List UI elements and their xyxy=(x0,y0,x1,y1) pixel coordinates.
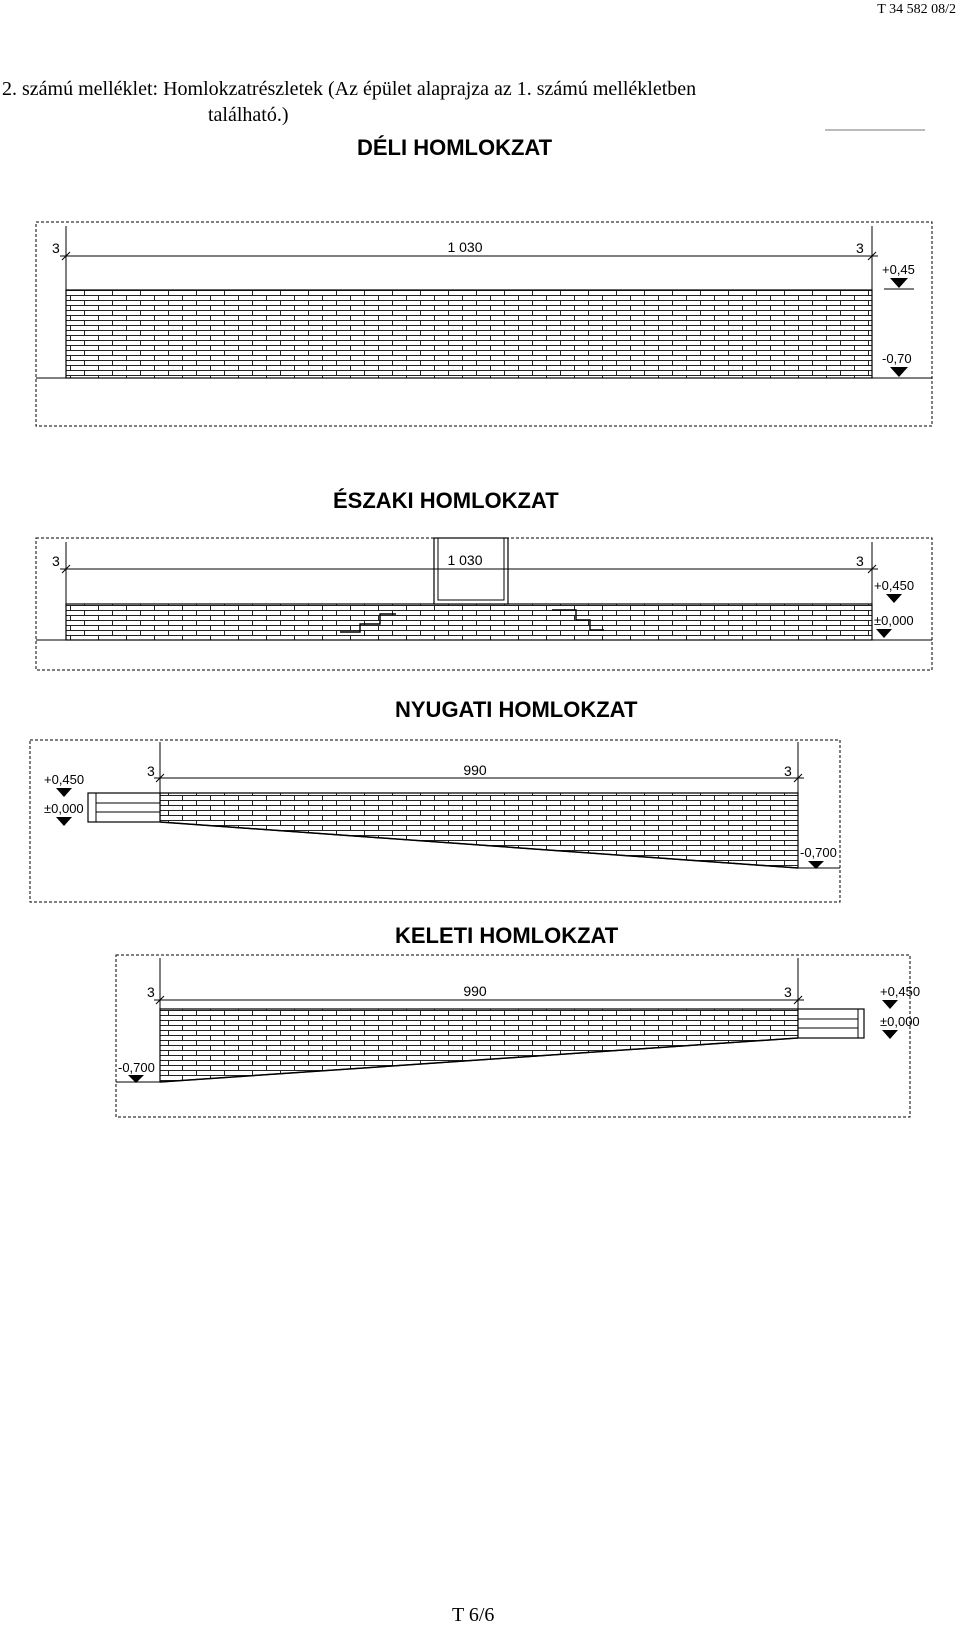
north-brick-wall xyxy=(66,604,872,640)
north-level-top: +0,450 xyxy=(874,578,915,593)
south-elevation-title: DÉLI HOMLOKZAT xyxy=(357,135,553,160)
caption-line-2: található.) xyxy=(208,104,289,126)
east-overall-dimension: 990 xyxy=(463,983,487,999)
west-level-marker-top-icon xyxy=(56,788,72,797)
caption-line-1: 2. számú melléklet: Homlokzatrészletek (Az épület alaprajza az 1. számú mellékletben xyxy=(2,78,697,100)
document-code: T 34 582 08/2 xyxy=(877,2,956,17)
west-level-marker-middle-icon xyxy=(56,817,72,826)
north-level-bottom: ±0,000 xyxy=(874,613,914,628)
east-level-bottom: -0,700 xyxy=(118,1060,155,1075)
south-overall-dimension: 1 030 xyxy=(447,239,483,255)
north-level-marker-top-icon xyxy=(886,594,902,603)
north-overall-dimension: 1 030 xyxy=(447,552,483,568)
east-level-marker-top-icon xyxy=(882,1000,898,1009)
south-level-marker-bottom-icon xyxy=(890,367,908,377)
north-level-marker-bottom-icon xyxy=(876,629,892,638)
south-end-dim-left: 3 xyxy=(52,240,60,256)
east-level-top: +0,450 xyxy=(880,984,921,999)
west-elevation-title: NYUGATI HOMLOKZAT xyxy=(395,697,638,722)
west-brick-wall xyxy=(160,793,798,868)
east-elevation-title: KELETI HOMLOKZAT xyxy=(395,923,619,948)
south-level-top: +0,45 xyxy=(882,262,915,277)
west-level-bottom: -0,700 xyxy=(800,845,837,860)
east-entrance-steps xyxy=(798,1009,864,1038)
south-end-dim-right: 3 xyxy=(856,240,864,256)
page-number: T 6/6 xyxy=(452,1604,495,1626)
south-brick-wall xyxy=(66,290,872,378)
south-level-bottom: -0,70 xyxy=(882,351,912,366)
east-end-dim-right: 3 xyxy=(784,984,792,1000)
north-end-dim-right: 3 xyxy=(856,553,864,569)
west-entrance-steps xyxy=(88,793,160,822)
west-level-middle: ±0,000 xyxy=(44,801,84,816)
west-end-dim-left: 3 xyxy=(147,763,155,779)
north-end-dim-left: 3 xyxy=(52,553,60,569)
west-elevation xyxy=(30,697,840,902)
east-level-middle: ±0,000 xyxy=(880,1014,920,1029)
south-elevation xyxy=(36,130,932,426)
north-elevation xyxy=(36,488,932,670)
north-opening-box xyxy=(434,538,508,604)
east-end-dim-left: 3 xyxy=(147,984,155,1000)
west-overall-dimension: 990 xyxy=(463,762,487,778)
north-elevation-title: ÉSZAKI HOMLOKZAT xyxy=(333,488,559,513)
west-level-top: +0,450 xyxy=(44,772,85,787)
west-end-dim-right: 3 xyxy=(784,763,792,779)
south-level-marker-top-icon xyxy=(890,278,908,288)
east-level-marker-middle-icon xyxy=(882,1030,898,1039)
east-brick-wall xyxy=(160,1009,798,1082)
east-elevation xyxy=(116,923,920,1117)
